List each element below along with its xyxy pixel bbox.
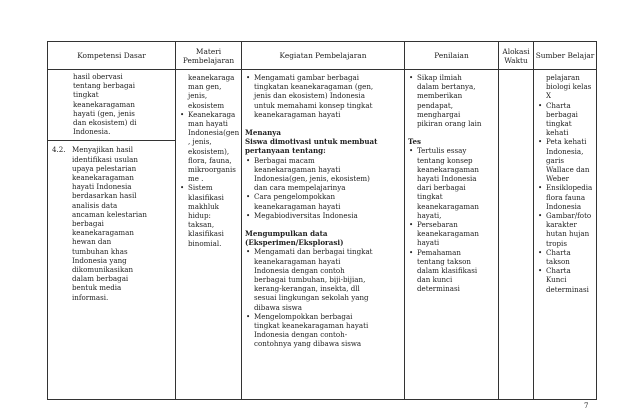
text-line: berbagai — [72, 219, 104, 229]
list-item-line: flora, fauna, — [188, 155, 232, 165]
list-item-line: Indonesia dengan contoh- — [254, 330, 348, 340]
header-alokasi-waktu: Alokasi Waktu — [499, 42, 534, 70]
list-item — [537, 73, 593, 101]
list-item-line: • Megabiodiversitas Indonesia — [254, 210, 358, 220]
list-item-line: • Gambar/foto — [546, 211, 592, 221]
text-line: dalam berbagai — [72, 274, 129, 284]
list-item-line: pendapat, — [417, 100, 453, 110]
text-line: Indonesia yang — [72, 255, 127, 265]
kd-4-2 — [48, 140, 175, 305]
list-item-line: • Mengamati gambar berbagai — [254, 73, 359, 82]
list-item-line: hayati Indonesia — [417, 174, 477, 184]
list-item-line: me . — [188, 174, 204, 184]
list-item-line: • Mengelompokkan berbagai — [254, 311, 353, 321]
list-item-line: hayati — [417, 238, 440, 248]
list-item — [537, 211, 593, 248]
list-item-line: Indonesia, — [546, 146, 584, 156]
list-item-line: klasifikasi — [188, 192, 224, 202]
header-sumber-belajar: Sumber Belajar — [534, 42, 597, 70]
heading-mengumpulkan — [245, 229, 401, 247]
list-item-line: X — [546, 91, 552, 101]
list-item-line: dan cara mempelajarinya — [254, 183, 346, 193]
list-item — [537, 248, 593, 266]
text-line: dikomunikasikan — [72, 265, 134, 275]
list-item-line: karakter — [546, 220, 577, 230]
text-line: bentuk media — [72, 283, 122, 293]
header-penilaian: Penilaian — [405, 42, 499, 70]
list-item-line: Indonesia dengan contoh — [254, 265, 345, 275]
list-item — [245, 247, 401, 311]
alokasi-cell — [499, 70, 534, 400]
text-line: Menyajikan hasil — [72, 145, 134, 155]
heading-siswa — [245, 137, 401, 155]
penilaian-list-1 — [408, 73, 495, 128]
list-item — [245, 211, 401, 220]
list-item — [408, 146, 495, 220]
list-item-line: pelajaran — [546, 73, 580, 82]
list-item-line: • Ensiklopedia — [546, 183, 593, 193]
list-item — [245, 156, 401, 193]
list-item-line: menghargai — [417, 109, 461, 119]
list-item-line: , jenis, — [188, 137, 212, 147]
list-item-line: sesuai lingkungan sekolah yang — [254, 293, 369, 303]
sumber-cell — [534, 70, 597, 400]
heading-tes: Tes — [408, 137, 421, 147]
list-item-line: keanekaragaman hayati — [254, 201, 341, 211]
list-item-line: mikroorganis — [188, 165, 236, 175]
text-line: hayati (gen, jenis — [73, 108, 135, 118]
list-item-line: keanekaragaman hayati — [254, 109, 341, 119]
list-item-line: hayati, — [417, 210, 442, 220]
list-item-line: ekosistem — [188, 100, 225, 110]
list-item-line: untuk memahami konsep tingkat — [254, 100, 373, 110]
list-item-line: memberikan — [417, 91, 463, 101]
list-item-line: tentang takson — [417, 256, 471, 266]
list-item-line: man gen, — [188, 82, 222, 92]
list-item-line: • Peta kehati — [546, 137, 587, 147]
text-line: tumbuhan khas — [72, 246, 128, 256]
list-item-line: kehati — [546, 128, 569, 138]
text-line: tentang berbagai — [73, 81, 136, 91]
list-item-line: kerang-kerangan, insekta, dll — [254, 284, 360, 294]
list-item-line: tingkat — [417, 192, 443, 202]
list-item-line: berbagai tumbuhan, biji-bijian, — [254, 275, 366, 285]
list-item-line: takson — [546, 257, 570, 267]
list-item-line: dan kunci — [417, 275, 453, 285]
list-item-line: keanekaragaman hayati — [254, 256, 341, 266]
lesson-plan-table — [47, 41, 597, 400]
list-item-line: • Cara pengelompokkan — [254, 192, 336, 202]
list-item-line: keanekaragaman hayati — [254, 164, 341, 174]
list-item — [245, 192, 401, 210]
list-item-line: ekosistem), — [188, 146, 230, 156]
list-item-line: garis — [546, 155, 565, 165]
list-item-line: • Berbagai macam — [254, 155, 315, 165]
text-line: ancaman kelestarian — [72, 209, 147, 219]
list-item-line: Kunci — [546, 275, 567, 285]
list-item — [245, 312, 401, 349]
list-item-line: tingkatan keanekaragaman (gen, — [254, 82, 374, 92]
list-item-line: hidup: — [188, 211, 211, 221]
list-item-line: • Charta — [546, 100, 571, 110]
list-item-line: jenis dan ekosistem) Indonesia — [254, 91, 365, 101]
list-item-line: tingkat keanekaragaman hayati — [254, 321, 369, 331]
text-line: hasil obervasi — [73, 72, 123, 81]
text-line: hewan dan — [72, 237, 112, 247]
list-item-line: dari berbagai — [417, 183, 466, 193]
list-item-line: • Mengamati dan berbagai tingkat — [254, 247, 373, 257]
list-item — [179, 73, 238, 110]
kegiatan-list-3 — [245, 247, 401, 348]
list-item-line: • Persebaran — [417, 220, 458, 230]
text-line: keanekaragaman — [72, 173, 134, 183]
penilaian-list-2 — [408, 146, 495, 293]
page-number: 7 — [584, 402, 589, 410]
kd-cell — [48, 70, 176, 400]
list-item — [245, 73, 401, 119]
header-kompetensi-dasar: Kompetensi Dasar — [48, 42, 176, 70]
list-item-line: keanekaragaman — [417, 229, 479, 239]
list-item-line: pikiran orang lain — [417, 119, 482, 129]
header-materi: Materi Pembelajaran — [176, 42, 242, 70]
text-line: informasi. — [72, 292, 109, 302]
text-line: berdasarkan hasil — [72, 191, 137, 201]
list-item-line: hutan hujan — [546, 229, 590, 239]
list-item-line: tingkat — [546, 119, 572, 129]
list-item-line: jenis, — [188, 91, 208, 101]
text-line: Siswa dimotivasi untuk membuat — [245, 137, 378, 147]
text-line: Mengumpulkan data — [245, 229, 328, 239]
text-line: keanekaragaman — [72, 228, 134, 238]
list-item-line: • Sistem — [188, 183, 213, 193]
penilaian-cell — [405, 70, 499, 400]
kegiatan-list-2 — [245, 156, 401, 220]
list-item-line: • Charta — [546, 266, 571, 276]
list-item-line: Indonesia(gen, jenis, ekosistem) — [254, 174, 370, 184]
list-item-line: Weber — [546, 174, 570, 184]
list-item-line: dibawa siswa — [254, 302, 302, 312]
text-line: dan ekosistem) di — [73, 118, 137, 128]
list-item — [537, 183, 593, 211]
list-item-line: binomial. — [188, 238, 222, 248]
text-line: Indonesia. — [73, 127, 111, 137]
kd-number: 4.2. — [52, 145, 66, 155]
list-item — [408, 73, 495, 128]
list-item-line: • Tertulis essay — [417, 146, 467, 156]
sumber-list — [537, 73, 593, 294]
heading-menanya: Menanya — [245, 128, 281, 138]
list-item-line: Indonesia(gen — [188, 128, 240, 138]
materi-list — [179, 73, 238, 248]
list-item-line: biologi kelas — [546, 82, 592, 92]
list-item — [408, 248, 495, 294]
text-line: upaya pelestarian — [72, 163, 137, 173]
list-item-line: determinasi — [417, 284, 460, 294]
kd-cont-lines — [73, 72, 171, 136]
list-item-line: makhluk — [188, 201, 219, 211]
list-item — [537, 266, 593, 294]
list-item-line: keanekaraga — [188, 73, 235, 82]
list-item-line: berbagai — [546, 109, 578, 119]
materi-cell — [176, 70, 242, 400]
list-item — [408, 220, 495, 248]
list-item-line: taksan, — [188, 220, 215, 230]
list-item-line: tropis — [546, 238, 567, 248]
list-item-line: keanekaragaman — [417, 201, 479, 211]
header-row — [48, 42, 597, 70]
list-item-line: • Keanekaraga — [188, 109, 236, 119]
text-line: hayati Indonesia — [72, 182, 132, 192]
list-item — [537, 101, 593, 138]
text-line: keanekaragaman — [73, 99, 135, 109]
kd-text — [72, 145, 148, 301]
list-item-line: dalam klasifikasi — [417, 266, 478, 276]
list-item — [179, 110, 238, 184]
list-item-line: flora fauna — [546, 192, 586, 202]
text-line: (Eksperimen/Eksplorasi) — [245, 238, 344, 248]
list-item — [179, 183, 238, 247]
text-line: tingkat — [73, 90, 99, 100]
text-line: identifikasi usulan — [72, 154, 138, 164]
list-item-line: Indonesia — [546, 201, 582, 211]
list-item-line: Wallace dan — [546, 165, 590, 175]
list-item-line: determinasi — [546, 284, 589, 294]
lesson-plan-table-wrapper — [47, 41, 596, 400]
list-item-line: dalam bertanya, — [417, 82, 476, 92]
kd-continuation — [48, 70, 175, 140]
text-line: pertanyaan tentang: — [245, 146, 326, 156]
list-item-line: keanekaragaman — [417, 164, 479, 174]
list-item-line: • Pemahaman — [417, 247, 461, 257]
list-item-line: tentang konsep — [417, 155, 473, 165]
list-item-line: man hayati — [188, 119, 228, 129]
body-row — [48, 70, 597, 400]
list-item-line: • Sikap ilmiah — [417, 73, 462, 82]
list-item-line: klasifikasi — [188, 229, 224, 239]
kegiatan-list-1 — [245, 73, 401, 119]
list-item — [537, 137, 593, 183]
list-item-line: contohnya yang dibawa siswa — [254, 339, 362, 349]
list-item-line: • Charta — [546, 247, 571, 257]
kegiatan-cell — [242, 70, 405, 400]
text-line: analisis data — [72, 200, 118, 210]
header-kegiatan: Kegiatan Pembelajaran — [242, 42, 405, 70]
